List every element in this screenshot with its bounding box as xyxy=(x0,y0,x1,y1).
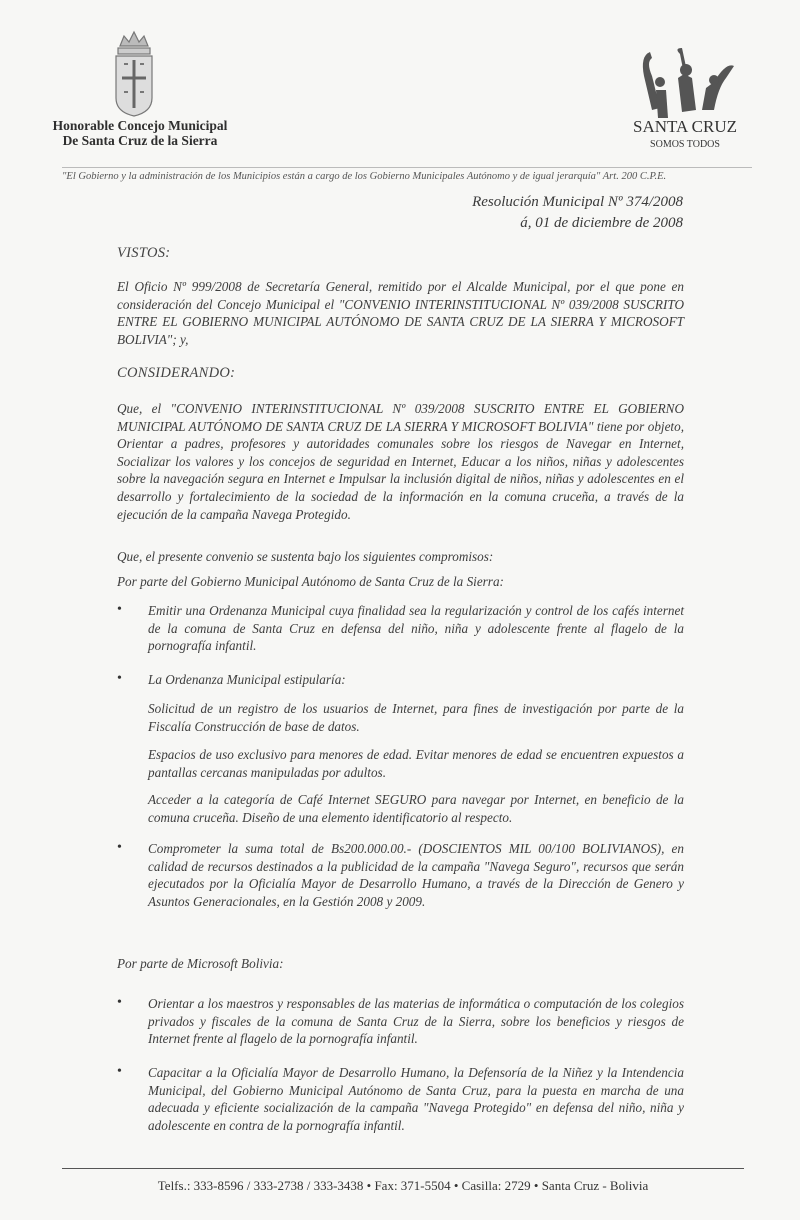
bullet-icon: • xyxy=(117,995,122,1010)
ordinance-item-2: Espacios de uso exclusivo para menores de edad. Evitar menores de edad se encuentren expuestos a pantallas cercanas manipuladas por adultos. xyxy=(148,747,684,780)
footer-contact: Telfs.: 333-8596 / 333-2738 / 333-3438 • Fax: 371-5504 • Casilla: 2729 • Santa Cruz - Bolivia xyxy=(157,1178,649,1193)
resolution-date: á, 01 de diciembre de 2008 xyxy=(520,215,683,231)
vistos-heading: VISTOS: xyxy=(117,245,171,261)
commitment-1: Emitir una Ordenanza Municipal cuya finalidad sea la regularización y control de los cafés internet de la comuna de Santa Cruz en defensa del niño, niña y adolescente frente al flagelo de la pornografía infantil. xyxy=(148,603,684,654)
santa-cruz-logo xyxy=(630,48,740,152)
microsoft-commitments-heading: Por parte de Microsoft Bolivia: xyxy=(117,956,284,971)
ordinance-item-3: Acceder a la categoría de Café Internet SEGURO para navegar por Internet, en beneficio de la comuna cruceña. Diseño de una elemento identificatorio al respecto. xyxy=(148,792,684,825)
council-line-1: Honorable Concejo Municipal xyxy=(52,118,228,133)
council-name xyxy=(40,118,240,148)
vistos-text: El Oficio Nº 999/2008 de Secretaría General, remitido por el Alcalde Municipal, por el que pone en consideración del Concejo Municipal el "CONVENIO INTERINSTITUCIONAL Nº 039/2008 SUSCRITO ENTRE EL GOBIERNO MUNICIPAL AUTÓNOMO DE SANTA CRUZ DE LA SIERRA Y MICROSOFT BOLIVIA"; y, xyxy=(117,279,684,347)
bullet-icon: • xyxy=(117,840,122,855)
microsoft-commitment-1: Orientar a los maestros y responsables de las materias de informática o computación de los colegios privados y fiscales de la comuna de Santa Cruz de la Sierra, sobre los beneficios y riesgos de Internet frente al flagelo de la pornografía infantil. xyxy=(148,996,684,1047)
bullet-icon: • xyxy=(117,671,122,686)
municipal-commitments-heading: Por parte del Gobierno Municipal Autónomo de Santa Cruz de la Sierra: xyxy=(117,574,504,589)
ordinance-item-1: Solicitud de un registro de los usuarios de Internet, para fines de investigación por parte de la Fiscalía Construcción de base de datos. xyxy=(148,701,684,734)
microsoft-commitment-2: Capacitar a la Oficialía Mayor de Desarrollo Humano, la Defensoría de la Niñez y la Intendencia Municipal, del Gobierno Municipal Autónomo de Santa Cruz, para la puesta en marcha de una adecuada y eficiente socialización de la campaña "Navega Protegido" en defensa del niño, niña y adolescente en contra de la pornografía infantil. xyxy=(148,1065,684,1133)
bullet-icon: • xyxy=(117,602,122,617)
resolution-title: Resolución Municipal Nº 374/2008 xyxy=(472,194,683,210)
logo-text: SANTA CRUZ xyxy=(633,117,737,136)
footer-divider xyxy=(62,1168,744,1169)
coat-of-arms-icon xyxy=(110,28,158,118)
commitment-3: Comprometer la suma total de Bs200.000.00.- (DOSCIENTOS MIL 00/100 BOLIVIANOS), en calidad de recursos destinados a la publicidad de la campaña "Navega Seguro", recursos que serán ejecutados por la Oficialía Mayor de Desarrollo Humano, a través de la Dirección de Genero y Asuntos Generacionales, en la Gestión 2008 y 2009. xyxy=(148,841,684,909)
bullet-icon: • xyxy=(117,1064,122,1079)
logo-tagline: SOMOS TODOS xyxy=(650,139,720,150)
considerando-heading: CONSIDERANDO: xyxy=(117,365,236,381)
council-line-2: De Santa Cruz de la Sierra xyxy=(62,133,218,148)
constitution-quote: "El Gobierno y la administración de los Municipios están a cargo de los Gobierno Municipales Autónomo y de igual jerarquía" Art. 200 C.P.E. xyxy=(62,167,752,182)
considerando-paragraph-2: Que, el presente convenio se sustenta bajo los siguientes compromisos: xyxy=(117,549,494,564)
considerando-paragraph-1: Que, el "CONVENIO INTERINSTITUCIONAL Nº 039/2008 SUSCRITO ENTRE EL GOBIERNO MUNICIPAL AUTÓNOMO DE SANTA CRUZ DE LA SIERRA Y MICROSOFT BOLIVIA" tiene por objeto, Orientar a padres, profesores y autoridades comunales sobre los riesgos de Navegar en Internet, Socializar los valores y los concejos de seguridad en Internet, Educar a los niños, niñas y adolescentes sobre la navegación segura en Internet e Impulsar la inclusión digital de niños, niñas y adolescentes en el desarrollo y fortalecimiento de la sociedad de la información en la comuna cruceña, a través de la ejecución de la campaña Navega Protegido. xyxy=(117,401,684,522)
commitment-2: La Ordenanza Municipal estipularía: xyxy=(148,672,346,687)
